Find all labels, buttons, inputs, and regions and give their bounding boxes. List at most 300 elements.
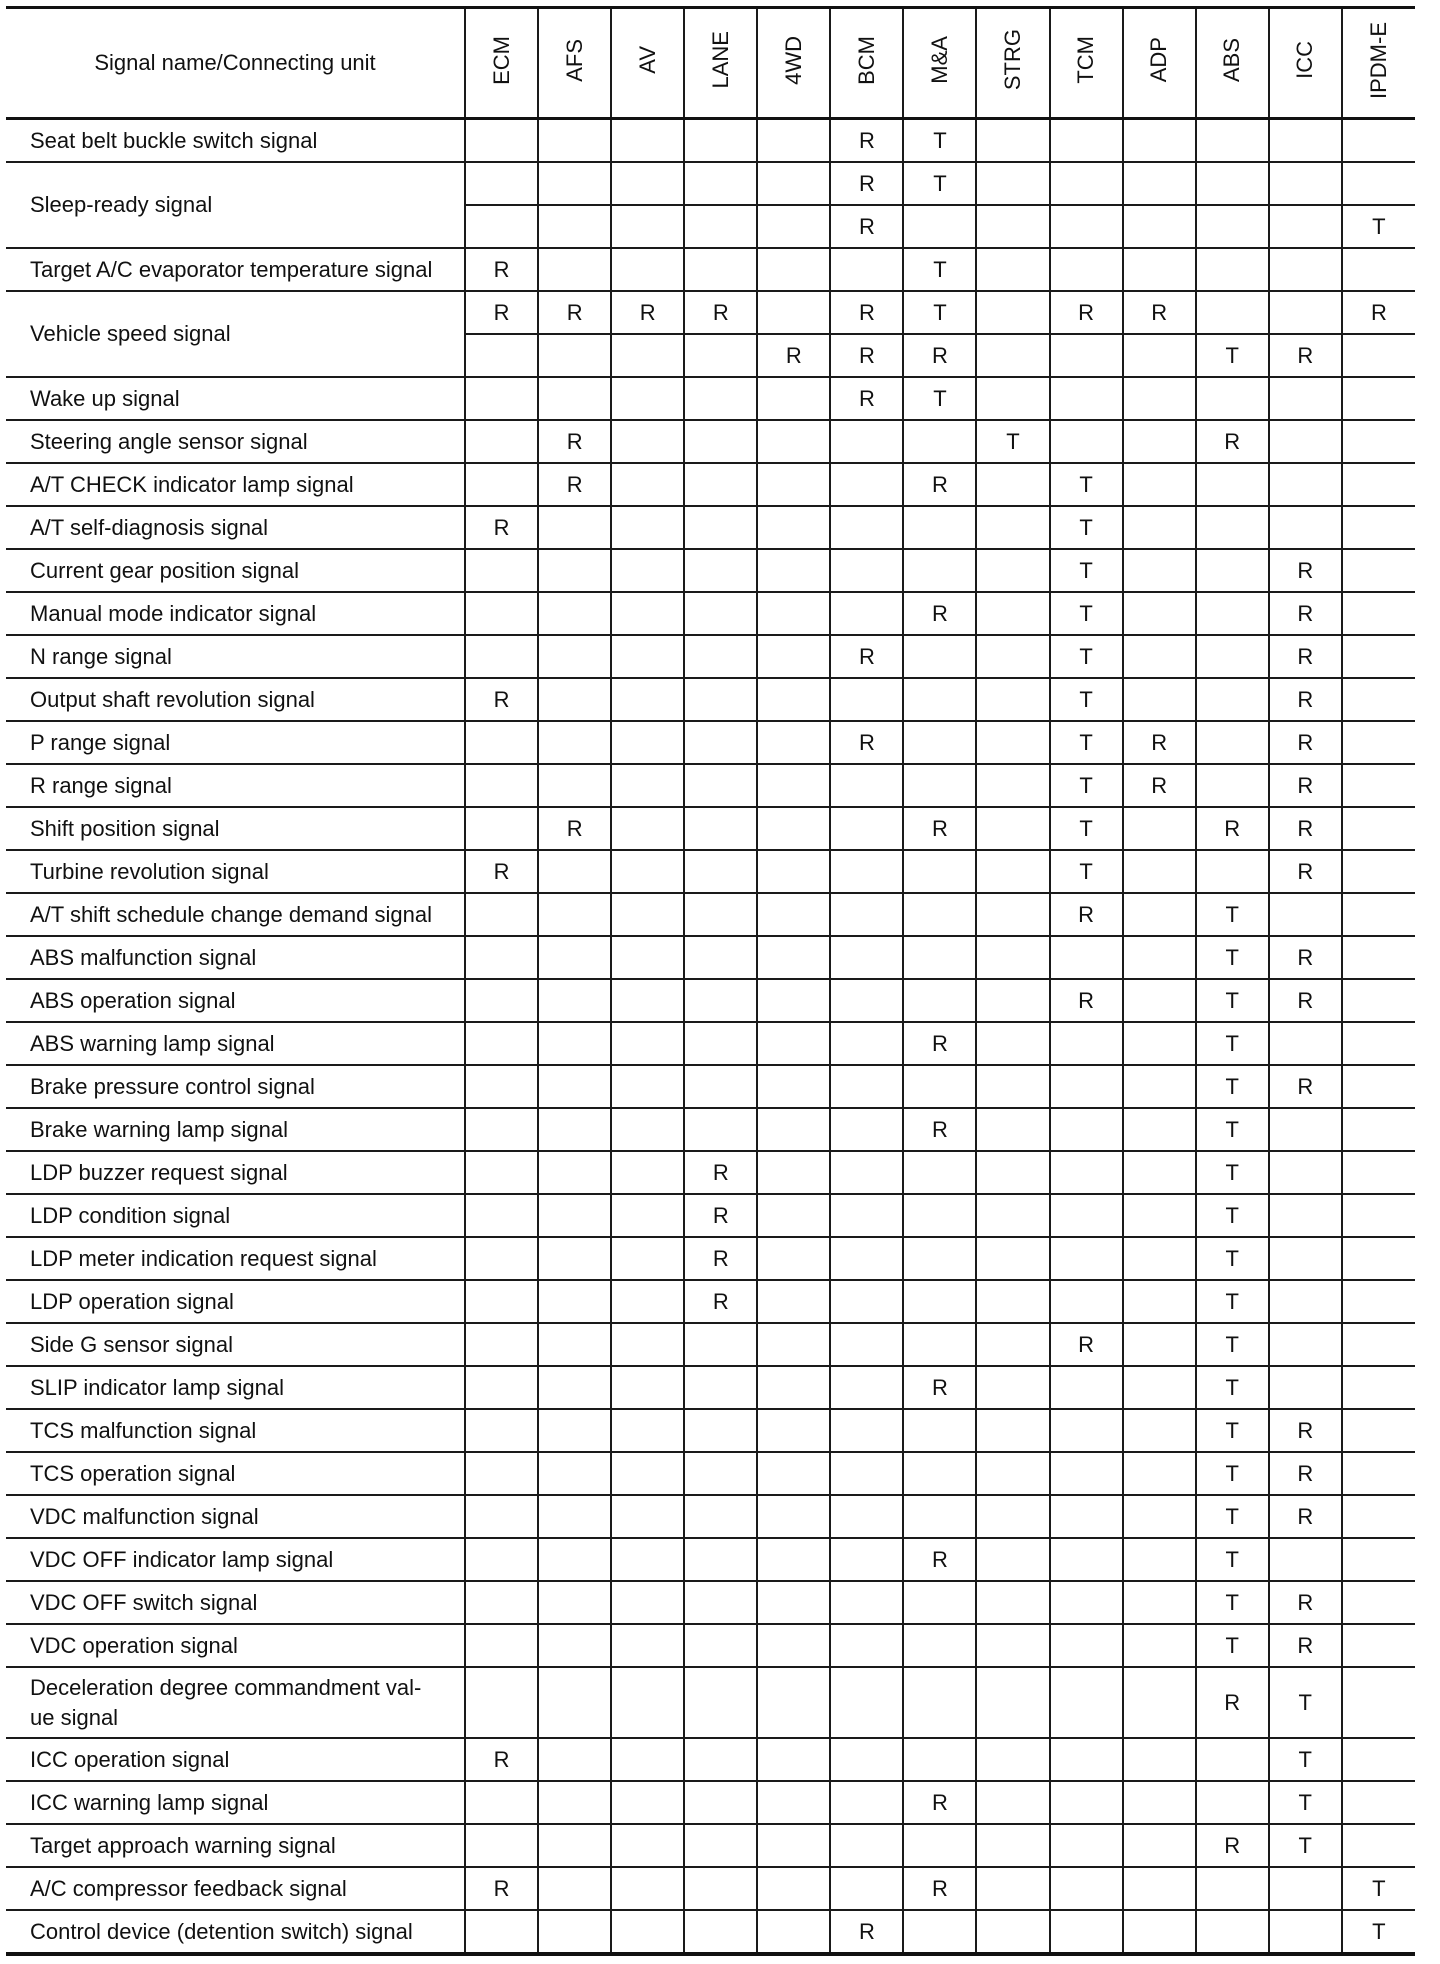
signal-direction-cell: [684, 463, 757, 506]
signal-direction-cell: [1269, 1538, 1342, 1581]
column-header-unit: [611, 8, 684, 119]
signal-direction-cell: [903, 420, 976, 463]
signal-direction-cell: T: [903, 248, 976, 291]
can-signal-table: [6, 6, 1415, 1956]
signal-direction-cell: [1269, 1022, 1342, 1065]
signal-direction-cell: [903, 1824, 976, 1867]
signal-direction-cell: [465, 592, 538, 635]
signal-direction-cell: R: [684, 291, 757, 334]
signal-direction-cell: [1342, 1738, 1415, 1781]
signal-direction-cell: T: [1050, 807, 1123, 850]
signal-name-cell: Turbine revolution signal: [6, 850, 465, 893]
column-header-unit: [1123, 8, 1196, 119]
signal-direction-cell: R: [1123, 764, 1196, 807]
column-header-label: ABS: [1219, 37, 1245, 83]
signal-direction-cell: [1196, 377, 1269, 420]
signal-direction-cell: [611, 1194, 684, 1237]
signal-direction-cell: [684, 635, 757, 678]
signal-direction-cell: R: [1269, 1495, 1342, 1538]
signal-direction-cell: [465, 1581, 538, 1624]
signal-direction-cell: [903, 1237, 976, 1280]
signal-direction-cell: [538, 119, 611, 163]
signal-direction-cell: [538, 592, 611, 635]
signal-direction-cell: [830, 592, 903, 635]
signal-direction-cell: [611, 1538, 684, 1581]
column-header-label: ICC: [1292, 41, 1318, 79]
signal-direction-cell: [1342, 592, 1415, 635]
signal-direction-cell: T: [1050, 764, 1123, 807]
signal-direction-cell: [830, 463, 903, 506]
signal-direction-cell: R: [1269, 1065, 1342, 1108]
signal-direction-cell: T: [1196, 893, 1269, 936]
signal-direction-cell: [538, 1194, 611, 1237]
signal-direction-cell: R: [903, 334, 976, 377]
signal-direction-cell: [1050, 1452, 1123, 1495]
column-header-label: LANE: [707, 31, 733, 89]
signal-direction-cell: T: [1196, 1065, 1269, 1108]
signal-direction-cell: R: [465, 291, 538, 334]
table-row: [6, 721, 1415, 764]
signal-direction-cell: T: [1196, 1409, 1269, 1452]
signal-direction-cell: [1050, 1151, 1123, 1194]
signal-direction-cell: [1269, 205, 1342, 248]
signal-direction-cell: [830, 1108, 903, 1151]
signal-direction-cell: [830, 1581, 903, 1624]
signal-direction-cell: [538, 1824, 611, 1867]
signal-direction-cell: [538, 506, 611, 549]
signal-direction-cell: R: [903, 1366, 976, 1409]
signal-direction-cell: [1269, 1323, 1342, 1366]
table-header-row: [6, 8, 1415, 119]
signal-direction-cell: [830, 1781, 903, 1824]
signal-direction-cell: [465, 1409, 538, 1452]
signal-direction-cell: R: [830, 1910, 903, 1954]
signal-direction-cell: [757, 1323, 830, 1366]
signal-direction-cell: [684, 248, 757, 291]
signal-direction-cell: [1342, 1495, 1415, 1538]
signal-direction-cell: [1342, 119, 1415, 163]
signal-direction-cell: T: [1050, 635, 1123, 678]
signal-direction-cell: [903, 1194, 976, 1237]
signal-direction-cell: [465, 1108, 538, 1151]
signal-direction-cell: [465, 1280, 538, 1323]
signal-direction-cell: [1050, 377, 1123, 420]
signal-direction-cell: [830, 1624, 903, 1667]
signal-direction-cell: [1123, 1366, 1196, 1409]
signal-direction-cell: [976, 1323, 1049, 1366]
signal-direction-cell: [1342, 1452, 1415, 1495]
signal-direction-cell: [830, 1824, 903, 1867]
signal-direction-cell: R: [1050, 1323, 1123, 1366]
signal-name-cell: R range signal: [6, 764, 465, 807]
signal-direction-cell: [684, 334, 757, 377]
signal-direction-cell: R: [538, 807, 611, 850]
signal-direction-cell: [830, 420, 903, 463]
signal-direction-cell: [1342, 463, 1415, 506]
signal-direction-cell: [757, 1194, 830, 1237]
signal-direction-cell: [465, 1065, 538, 1108]
signal-direction-cell: [611, 377, 684, 420]
signal-direction-cell: [1196, 850, 1269, 893]
signal-direction-cell: [976, 162, 1049, 205]
signal-name-cell: Deceleration degree commandment val- ue signal: [6, 1667, 465, 1738]
signal-direction-cell: [1123, 1667, 1196, 1738]
table-row: [6, 893, 1415, 936]
signal-name-cell: LDP operation signal: [6, 1280, 465, 1323]
signal-direction-cell: R: [830, 205, 903, 248]
signal-direction-cell: [611, 936, 684, 979]
signal-direction-cell: [976, 1495, 1049, 1538]
signal-direction-cell: T: [1269, 1781, 1342, 1824]
signal-direction-cell: [757, 1824, 830, 1867]
signal-direction-cell: [1342, 1538, 1415, 1581]
signal-direction-cell: [903, 979, 976, 1022]
signal-name-cell: SLIP indicator lamp signal: [6, 1366, 465, 1409]
signal-direction-cell: [538, 1867, 611, 1910]
signal-direction-cell: [976, 119, 1049, 163]
signal-direction-cell: [538, 721, 611, 764]
signal-name-cell: Brake warning lamp signal: [6, 1108, 465, 1151]
table-row: [6, 549, 1415, 592]
signal-direction-cell: [903, 1409, 976, 1452]
table-row: [6, 463, 1415, 506]
signal-direction-cell: [976, 205, 1049, 248]
signal-direction-cell: [684, 979, 757, 1022]
signal-name-cell: Wake up signal: [6, 377, 465, 420]
signal-direction-cell: R: [1342, 291, 1415, 334]
signal-direction-cell: [1123, 1151, 1196, 1194]
signal-direction-cell: [1123, 1022, 1196, 1065]
signal-direction-cell: [1050, 1910, 1123, 1954]
signal-direction-cell: [611, 119, 684, 163]
signal-direction-cell: T: [1196, 936, 1269, 979]
signal-direction-cell: [1196, 205, 1269, 248]
signal-direction-cell: [1342, 979, 1415, 1022]
signal-direction-cell: [1123, 1237, 1196, 1280]
table-row: [6, 1495, 1415, 1538]
signal-direction-cell: [1269, 506, 1342, 549]
signal-direction-cell: [684, 1867, 757, 1910]
signal-direction-cell: [684, 1409, 757, 1452]
signal-direction-cell: [465, 1366, 538, 1409]
signal-direction-cell: [538, 1495, 611, 1538]
signal-direction-cell: [1196, 1867, 1269, 1910]
signal-direction-cell: [684, 592, 757, 635]
signal-direction-cell: [976, 1667, 1049, 1738]
signal-direction-cell: [1050, 1409, 1123, 1452]
signal-direction-cell: [538, 205, 611, 248]
signal-direction-cell: R: [903, 807, 976, 850]
table-row: [6, 1452, 1415, 1495]
signal-direction-cell: [538, 162, 611, 205]
signal-direction-cell: T: [1050, 592, 1123, 635]
signal-direction-cell: [757, 850, 830, 893]
signal-direction-cell: [611, 1667, 684, 1738]
signal-direction-cell: R: [1269, 549, 1342, 592]
signal-direction-cell: [1123, 1624, 1196, 1667]
signal-direction-cell: T: [1196, 1581, 1269, 1624]
signal-direction-cell: [465, 162, 538, 205]
signal-direction-cell: [830, 764, 903, 807]
signal-direction-cell: [611, 1366, 684, 1409]
signal-direction-cell: [684, 1065, 757, 1108]
signal-direction-cell: [757, 1366, 830, 1409]
signal-direction-cell: R: [830, 377, 903, 420]
table-row: [6, 1538, 1415, 1581]
signal-direction-cell: [1269, 1366, 1342, 1409]
signal-direction-cell: [1269, 377, 1342, 420]
signal-direction-cell: [1342, 1108, 1415, 1151]
signal-direction-cell: [830, 1237, 903, 1280]
table-row: [6, 592, 1415, 635]
signal-direction-cell: [1050, 1624, 1123, 1667]
signal-direction-cell: [611, 979, 684, 1022]
signal-direction-cell: [465, 377, 538, 420]
signal-name-cell: VDC OFF switch signal: [6, 1581, 465, 1624]
signal-direction-cell: [1342, 721, 1415, 764]
signal-direction-cell: [538, 1237, 611, 1280]
signal-direction-cell: [903, 1581, 976, 1624]
signal-direction-cell: [465, 1194, 538, 1237]
signal-direction-cell: [1050, 420, 1123, 463]
signal-direction-cell: [976, 248, 1049, 291]
column-header-unit: [1342, 8, 1415, 119]
signal-direction-cell: [611, 420, 684, 463]
signal-direction-cell: [903, 1495, 976, 1538]
signal-direction-cell: R: [830, 635, 903, 678]
signal-direction-cell: [1342, 635, 1415, 678]
signal-direction-cell: [830, 1366, 903, 1409]
signal-direction-cell: [830, 1323, 903, 1366]
signal-direction-cell: [538, 1624, 611, 1667]
column-header-label: TCM: [1073, 36, 1099, 84]
signal-direction-cell: [684, 205, 757, 248]
signal-direction-cell: [1123, 334, 1196, 377]
signal-direction-cell: [538, 1022, 611, 1065]
table-row: [6, 1667, 1415, 1738]
signal-direction-cell: [1196, 592, 1269, 635]
signal-direction-cell: [1123, 1824, 1196, 1867]
signal-direction-cell: [538, 1581, 611, 1624]
signal-direction-cell: [757, 1452, 830, 1495]
signal-direction-cell: R: [757, 334, 830, 377]
signal-direction-cell: R: [1196, 1667, 1269, 1738]
signal-direction-cell: [684, 678, 757, 721]
signal-name-cell: Steering angle sensor signal: [6, 420, 465, 463]
signal-direction-cell: [538, 850, 611, 893]
signal-direction-cell: [465, 549, 538, 592]
signal-direction-cell: [611, 721, 684, 764]
signal-direction-cell: [757, 936, 830, 979]
signal-direction-cell: [1123, 1323, 1196, 1366]
signal-direction-cell: [611, 850, 684, 893]
signal-direction-cell: [611, 1910, 684, 1954]
signal-direction-cell: [1269, 463, 1342, 506]
signal-direction-cell: [684, 764, 757, 807]
signal-direction-cell: R: [830, 119, 903, 163]
signal-direction-cell: [976, 1581, 1049, 1624]
signal-direction-cell: [1123, 1738, 1196, 1781]
signal-direction-cell: [1050, 1581, 1123, 1624]
signal-direction-cell: [611, 1237, 684, 1280]
signal-direction-cell: [1123, 1409, 1196, 1452]
signal-direction-cell: T: [1196, 334, 1269, 377]
signal-direction-cell: [976, 1781, 1049, 1824]
signal-direction-cell: [757, 463, 830, 506]
table-row: [6, 162, 1415, 205]
signal-direction-cell: [1050, 1538, 1123, 1581]
signal-direction-cell: [1269, 162, 1342, 205]
signal-direction-cell: T: [1196, 1151, 1269, 1194]
signal-direction-cell: [830, 1151, 903, 1194]
signal-direction-cell: [538, 979, 611, 1022]
signal-direction-cell: R: [465, 506, 538, 549]
signal-direction-cell: [830, 1867, 903, 1910]
signal-direction-cell: [684, 1910, 757, 1954]
signal-direction-cell: [976, 1409, 1049, 1452]
signal-direction-cell: [903, 721, 976, 764]
signal-direction-cell: [465, 893, 538, 936]
signal-direction-cell: [611, 162, 684, 205]
signal-direction-cell: [1342, 1194, 1415, 1237]
signal-direction-cell: [976, 1237, 1049, 1280]
signal-direction-cell: R: [903, 1108, 976, 1151]
signal-direction-cell: [465, 463, 538, 506]
signal-direction-cell: [1196, 1781, 1269, 1824]
signal-direction-cell: R: [1123, 721, 1196, 764]
signal-direction-cell: [1342, 334, 1415, 377]
signal-direction-cell: [465, 1452, 538, 1495]
column-header-unit: [1269, 8, 1342, 119]
signal-direction-cell: [830, 1495, 903, 1538]
column-header-unit: [684, 8, 757, 119]
signal-direction-cell: [830, 1022, 903, 1065]
signal-direction-cell: [1269, 893, 1342, 936]
signal-direction-cell: [611, 1452, 684, 1495]
signal-direction-cell: [757, 1667, 830, 1738]
signal-direction-cell: [1123, 807, 1196, 850]
signal-direction-cell: [538, 1910, 611, 1954]
signal-direction-cell: R: [830, 721, 903, 764]
signal-direction-cell: [1050, 334, 1123, 377]
signal-name-cell: Seat belt buckle switch signal: [6, 119, 465, 163]
signal-direction-cell: T: [1050, 463, 1123, 506]
signal-direction-cell: [976, 1624, 1049, 1667]
signal-direction-cell: [1342, 936, 1415, 979]
signal-direction-cell: R: [538, 463, 611, 506]
signal-direction-cell: [611, 635, 684, 678]
signal-direction-cell: [1342, 1624, 1415, 1667]
signal-direction-cell: R: [1196, 807, 1269, 850]
signal-direction-cell: R: [684, 1280, 757, 1323]
signal-direction-cell: [1050, 1237, 1123, 1280]
signal-direction-cell: T: [1342, 1867, 1415, 1910]
table-row: [6, 1022, 1415, 1065]
signal-direction-cell: [757, 592, 830, 635]
signal-name-cell: VDC operation signal: [6, 1624, 465, 1667]
signal-direction-cell: [830, 979, 903, 1022]
signal-direction-cell: [903, 1667, 976, 1738]
signal-name-cell: TCS operation signal: [6, 1452, 465, 1495]
signal-direction-cell: R: [1196, 1824, 1269, 1867]
signal-direction-cell: [830, 1538, 903, 1581]
table-row: [6, 1065, 1415, 1108]
signal-direction-cell: R: [1050, 291, 1123, 334]
signal-direction-cell: [1050, 1108, 1123, 1151]
signal-direction-cell: T: [1050, 506, 1123, 549]
signal-direction-cell: [465, 635, 538, 678]
signal-direction-cell: [684, 893, 757, 936]
signal-name-cell: Target approach warning signal: [6, 1824, 465, 1867]
signal-direction-cell: [611, 893, 684, 936]
signal-direction-cell: [1050, 1495, 1123, 1538]
signal-name-cell: Target A/C evaporator temperature signal: [6, 248, 465, 291]
signal-direction-cell: [1342, 764, 1415, 807]
table-row: [6, 1237, 1415, 1280]
table-row: [6, 1280, 1415, 1323]
signal-direction-cell: [1123, 1194, 1196, 1237]
signal-direction-cell: [465, 764, 538, 807]
signal-direction-cell: [976, 334, 1049, 377]
signal-direction-cell: [1196, 506, 1269, 549]
signal-direction-cell: [1269, 420, 1342, 463]
signal-direction-cell: [757, 162, 830, 205]
column-header-label: AV: [634, 46, 660, 74]
signal-name-cell: Brake pressure control signal: [6, 1065, 465, 1108]
signal-direction-cell: [1269, 291, 1342, 334]
signal-direction-cell: [1342, 1781, 1415, 1824]
column-header-unit: [538, 8, 611, 119]
signal-direction-cell: R: [903, 1022, 976, 1065]
signal-direction-cell: [684, 1738, 757, 1781]
signal-name-cell: Control device (detention switch) signal: [6, 1910, 465, 1954]
signal-direction-cell: [684, 1495, 757, 1538]
signal-direction-cell: [538, 678, 611, 721]
signal-direction-cell: [976, 764, 1049, 807]
signal-direction-cell: T: [1196, 1452, 1269, 1495]
signal-direction-cell: [1196, 119, 1269, 163]
signal-direction-cell: [1123, 893, 1196, 936]
table-row: [6, 1409, 1415, 1452]
column-header-label: ADP: [1146, 37, 1172, 83]
signal-direction-cell: [611, 592, 684, 635]
signal-direction-cell: R: [903, 1538, 976, 1581]
table-row: [6, 1624, 1415, 1667]
signal-direction-cell: [976, 936, 1049, 979]
signal-direction-cell: R: [465, 1738, 538, 1781]
signal-direction-cell: [611, 248, 684, 291]
signal-name-cell: LDP buzzer request signal: [6, 1151, 465, 1194]
signal-direction-cell: [1342, 162, 1415, 205]
signal-name-cell: P range signal: [6, 721, 465, 764]
signal-table-container: [6, 6, 1415, 1956]
signal-direction-cell: [611, 549, 684, 592]
signal-direction-cell: T: [1269, 1738, 1342, 1781]
signal-name-cell: Current gear position signal: [6, 549, 465, 592]
table-row: [6, 1867, 1415, 1910]
column-header-unit: [1050, 8, 1123, 119]
signal-direction-cell: [757, 1581, 830, 1624]
signal-direction-cell: [465, 119, 538, 163]
signal-name-cell: ICC operation signal: [6, 1738, 465, 1781]
signal-direction-cell: R: [1269, 979, 1342, 1022]
signal-direction-cell: [538, 1409, 611, 1452]
signal-direction-cell: [757, 420, 830, 463]
signal-direction-cell: R: [538, 291, 611, 334]
signal-direction-cell: [1123, 1108, 1196, 1151]
column-header-unit: [830, 8, 903, 119]
signal-direction-cell: [538, 1366, 611, 1409]
